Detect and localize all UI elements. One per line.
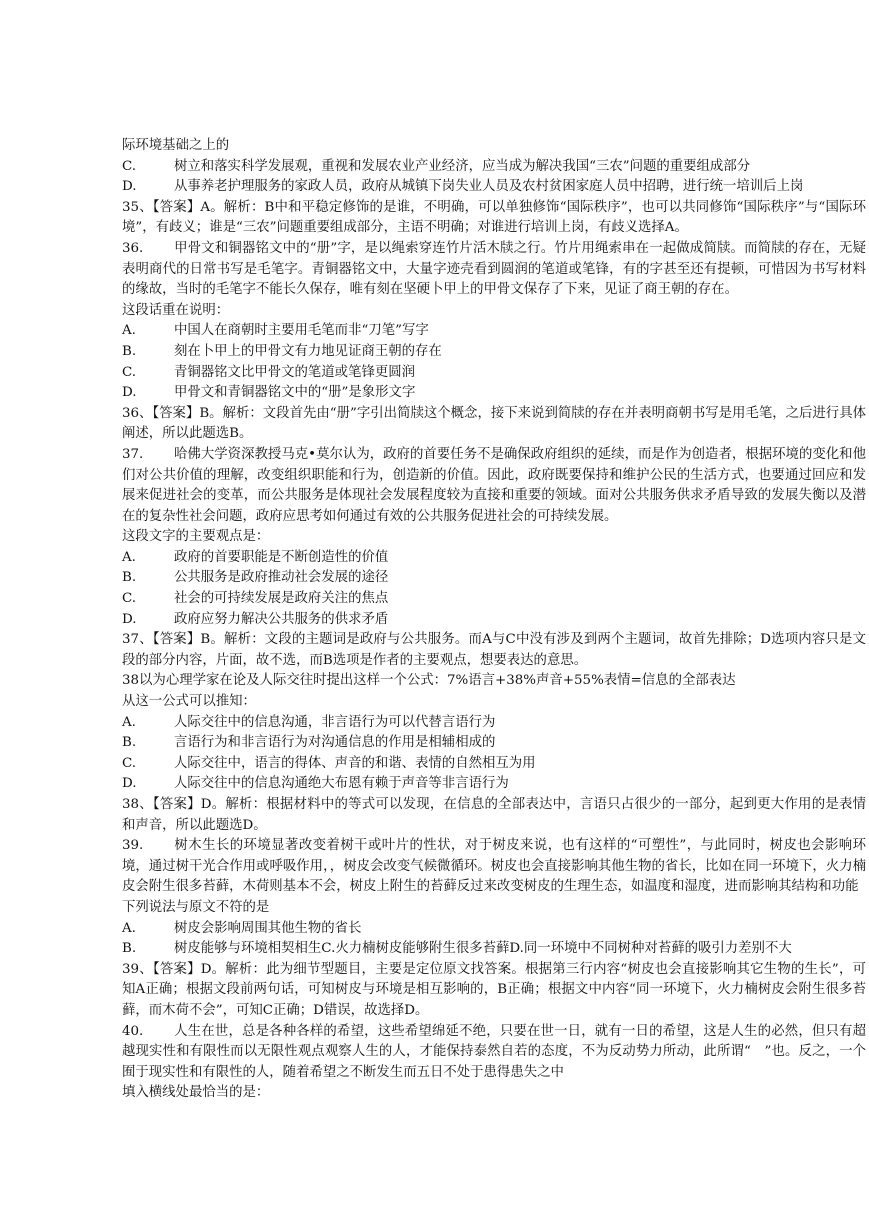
option-a: A. 树皮会影响周围其他生物的省长 (122, 920, 362, 936)
question-38: 38以为心理学家在论及人际交往时提出这样一个公式：7%语言+38%声音+55%表情=信息的全部表达 (122, 673, 736, 689)
answer-35: 35、【答案】A。解析：B中和平稳定修饰的是谁，不明确，可以单独修饰“国际秩序”，也可以共同修饰“国际秩序”与“国际环境”，有歧义；谁是“三农”问题重要组成部分，主语不明确；对谁进行培训上岗，有歧义选择A。 (122, 199, 866, 236)
option-d: D. 人际交往中的信息沟通绝大布恩有赖于声音等非言语行为 (122, 776, 509, 792)
option-b: B. 公共服务是政府推动社会发展的途径 (122, 570, 389, 586)
option-c: C. 人际交往中，语言的得体、声音的和谐、表情的自然相互为用 (122, 755, 536, 771)
option-c: C. 青铜器铭文比甲骨文的笔道或笔锋更圆润 (122, 364, 416, 380)
text-line: 际环境基础之上的 (122, 138, 230, 153)
option-b: B. 言语行为和非言语行为对沟通信息的作用是相辅相成的 (122, 735, 496, 751)
prompt-37: 这段文字的主要观点是： (122, 529, 270, 545)
question-40: 40. 人生在世，总是各种各样的希望，这些希望绵延不绝，只要在世一日，就有一日的希望，这是人生的必然，但只有超越现实性和有限性而以无限性观点观察人生的人，才能保持泰然自若的态度，不为反动势力所动，此所谓“ ”也。反之，一个囿于现实性和有限性的人，随着希望之不断发生而五日不处于患得患失之中 (122, 1023, 866, 1080)
option-b: B. 树皮能够与环境相契相生C.火力楠树皮能够附生很多苔藓D.同一环境中不同树种对苔藓的吸引力差别不大 (122, 941, 792, 957)
answer-37: 37、【答案】B。解析：文段的主题词是政府与公共服务。而A与C中没有涉及到两个主题词，故首先排除；D选项内容只是文段的部分内容，片面，故不选，而B选项是作者的主要观点，想要表达的意思。 (122, 632, 866, 668)
prompt-40: 填入横线处最恰当的是： (122, 1085, 270, 1101)
prompt-39: 下列说法与原文不符的是 (122, 899, 270, 915)
answer-38: 38、【答案】D。解析：根据材料中的等式可以发现，在信息的全部表达中，言语只占很少的一部分，起到更大作用的是表情和声音，所以此题选D。 (122, 797, 866, 833)
prompt-36: 这段话重在说明： (122, 302, 230, 318)
question-37: 37. 哈佛大学资深教授马克•莫尔认为，政府的首要任务不是确保政府组织的延续，而是作为创造者，根据环境的变化和他们对公共价值的理解，改变组织职能和行为，创造新的价值。因此，政府既要保持和维护公民的生活方式，也要通过回应和发展来促进社会的变革，而公共服务是体现社会发展程度较为直接和重要的领域。面对公共服务供求矛盾导致的发展失衡以及潜在的复杂性社会问题，政府应思考如何通过有效的公共服务促进社会的可持续发展。 (122, 446, 866, 524)
answer-39: 39、【答案】D。解析：此为细节型题目，主要是定位原文找答案。根据第三行内容“树皮也会直接影响其它生物的生长”，可知A正确；根据文段前两句话，可知树皮与环境是相互影响的，B正确；根据文中内容“同一环境下，火力楠树皮会附生很多苔藓，而木荷不会”，可知C正确；D错误，故选择D。 (122, 961, 866, 1018)
option-a: A. 人际交往中的信息沟通，非言语行为可以代替言语行为 (122, 714, 496, 730)
option-d: D. 甲骨文和青铜器铭文中的“册”是象形文字 (122, 385, 416, 401)
prompt-38: 从这一公式可以推知： (122, 694, 256, 710)
option-c: C. 社会的可持续发展是政府关注的焦点 (122, 591, 389, 607)
option-a: A. 政府的首要职能是不断创造性的价值 (122, 549, 389, 565)
option-a: A. 中国人在商朝时主要用毛笔而非“刀笔”写字 (122, 323, 429, 339)
document-page (122, 136, 866, 1104)
question-39: 39. 树木生长的环境显著改变着树干或叶片的性状，对于树皮来说，也有这样的“可塑性”，与此同时，树皮也会影响环境，通过树干光合作用或呼吸作用，，树皮会改变气候微循环。树皮也会直接影响其他生物的省长，比如在同一环境下，火力楠皮会附生很多苔藓，木荷则基本不会，树皮上附生的苔藓反过来改变树皮的生理生态，如温度和湿度，进而影响其结构和功能 (122, 838, 866, 895)
answer-36: 36、【答案】B。解析：文段首先由“册”字引出简牍这个概念，接下来说到简牍的存在并表明商朝书写是用毛笔，之后进行具体阐述，所以此题选B。 (122, 405, 866, 442)
option-b: B. 刻在卜甲上的甲骨文有力地见证商王朝的存在 (122, 343, 442, 359)
option-c: C. 树立和落实科学发展观，重视和发展农业产业经济，应当成为解决我国“三农”问题的重要组成部分 (122, 158, 751, 174)
option-d: D. 从事养老护理服务的家政人员，政府从城镇下岗失业人员及农村贫困家庭人员中招聘，进行统一培训后上岗 (122, 179, 804, 195)
option-d: D. 政府应努力解决公共服务的供求矛盾 (122, 611, 389, 627)
question-36: 36. 甲骨文和铜器铭文中的“册”字，是以绳索穿连竹片活木牍之行。竹片用绳索串在一起做成简牍。而简牍的存在，无疑表明商代的日常书写是毛笔字。青铜器铭文中，大量字迹壳看到圆润的笔道或笔锋，有的字甚至还有提顿，可惜因为书写材料的缘故，当时的毛笔字不能长久保存，唯有刻在坚硬卜甲上的甲骨文保存了下来，见证了商王朝的存在。 (122, 240, 866, 298)
